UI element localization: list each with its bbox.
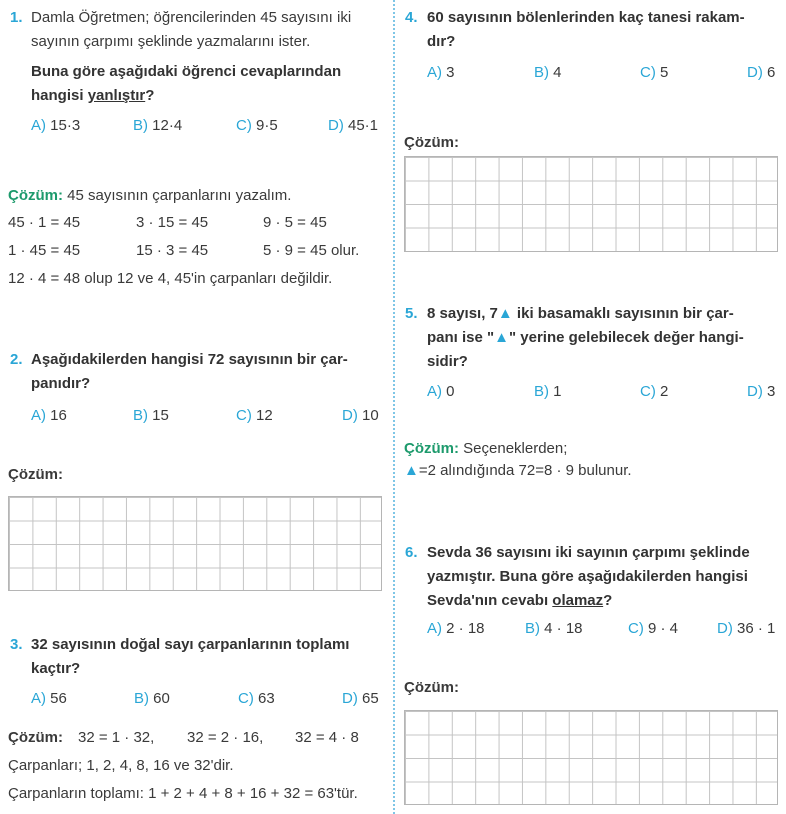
question-text-line: 32 sayısının doğal sayı çarpanlarının toplamı [31,636,350,653]
question-text-line: Aşağıdakilerden hangisi 72 sayısının bir çar- [31,351,348,368]
question-text-line: yazmıştır. Buna göre aşağıdakilerden hangisi [427,568,748,585]
option-text: 0 [446,383,455,400]
text-fragment: panı ise " [427,329,495,346]
option-letter: B) [133,407,148,424]
option-d[interactable] [328,117,378,134]
option-text: 2 · 18 [446,620,485,637]
option-text: 4 [553,64,562,81]
option-b[interactable] [534,383,562,400]
solution-label: Çözüm: [8,187,63,204]
answer-grid [8,496,382,591]
solution-line: 9 · 5 = 45 [263,214,327,231]
text-fragment: ? [603,592,613,609]
question-text-line [427,589,750,613]
question-2-text [31,348,348,396]
option-a[interactable] [427,620,485,637]
question-4-text [427,6,745,54]
option-c[interactable] [236,407,273,424]
option-text: 6 [767,64,776,81]
question-number: 5. [405,305,418,322]
solution-line: 3 · 15 = 45 [136,214,209,231]
option-letter: D) [342,407,358,424]
text-fragment: Sevda'nın cevabı [427,592,553,609]
option-a[interactable] [31,690,67,707]
option-letter: A) [31,407,46,424]
solution-conclusion: 12 · 4 = 48 olup 12 ve 4, 45'in çarpanları değildir. [8,270,333,287]
question-number: 4. [405,9,418,26]
solution-line: 32 = 4 · 8 [295,729,359,746]
option-text: 56 [50,690,67,707]
question-text-line: panıdır? [31,375,91,392]
solution-line: 32 = 1 · 32, [78,729,155,746]
option-text: 3 [767,383,776,400]
option-letter: A) [427,383,442,400]
option-letter: B) [534,64,549,81]
underlined-word: olamaz [552,592,604,609]
option-letter: C) [236,407,252,424]
option-letter: D) [747,383,763,400]
solution-label: Çözüm: [404,134,459,151]
solution-conclusion: Çarpanların toplamı: 1 + 2 + 4 + 8 + 16 + 32 = 63'tür. [8,785,358,802]
option-text: 15 [152,407,169,424]
option-text: 1 [553,383,562,400]
option-text: 4 · 18 [544,620,583,637]
answer-grid [404,710,778,805]
option-letter: B) [134,690,149,707]
option-letter: B) [534,383,549,400]
question-number: 6. [405,544,418,561]
option-c[interactable] [628,620,678,637]
solution-line: 15 · 3 = 45 [136,242,209,259]
question-text-line: sayının çarpımı şeklinde yazmalarını ister. [31,33,311,50]
question-number: 3. [10,636,23,653]
option-b[interactable] [525,620,583,637]
solution-1-intro [8,187,291,204]
solution-line: Çarpanları; 1, 2, 4, 8, 16 ve 32'dir. [8,757,234,774]
option-letter: B) [133,117,148,134]
option-letter: A) [427,64,442,81]
question-text-line [31,84,351,108]
option-text: 5 [660,64,669,81]
option-letter: A) [31,690,46,707]
underlined-word: yanlıştır [87,87,146,104]
option-c[interactable] [236,117,278,134]
solution-text: Seçeneklerden; [463,440,568,457]
triangle-icon: ▲ [494,329,509,346]
option-letter: D) [328,117,344,134]
solution-label: Çözüm: [8,466,63,483]
question-1 [10,6,23,30]
option-d[interactable] [747,383,775,400]
question-text-line: 60 sayısının bölenlerinden kaç tanesi rakam- [427,9,745,26]
solution-label: Çözüm: [8,729,63,746]
text-fragment: " yerine gelebilecek değer hangi- [509,329,744,346]
answer-grid [404,156,778,252]
option-d[interactable] [717,620,775,637]
question-text-line: Damla Öğretmen; öğrencilerinden 45 sayısını iki [31,9,352,26]
option-b[interactable] [133,407,169,424]
text-fragment: 8 sayısı, 7 [427,305,498,322]
option-text: 36 · 1 [737,620,776,637]
option-a[interactable] [427,64,455,81]
question-text-line: sidir? [427,353,468,370]
option-b[interactable] [133,117,182,134]
option-text: 65 [362,690,379,707]
solution-text: 45 sayısının çarpanlarını yazalım. [67,187,292,204]
question-1-text [31,6,351,108]
option-letter: A) [427,620,442,637]
option-letter: C) [628,620,644,637]
option-text: 2 [660,383,669,400]
option-letter: C) [236,117,252,134]
option-letter: C) [640,383,656,400]
question-text-line: kaçtır? [31,660,81,677]
question-6-text [427,541,750,613]
option-c[interactable] [640,383,668,400]
solution-line: 1 · 45 = 45 [8,242,81,259]
option-letter: B) [525,620,540,637]
option-text: 10 [362,407,379,424]
column-divider [393,0,395,814]
solution-line: 5 · 9 = 45 olur. [263,242,360,259]
solution-label: Çözüm: [404,440,459,457]
solution-text: =2 alındığında 72=8 · 9 bulunur. [418,462,632,479]
solution-label: Çözüm: [404,679,459,696]
option-letter: A) [31,117,46,134]
option-text: 9 · 4 [648,620,679,637]
question-text-line [427,302,744,326]
option-text: 15·3 [50,117,81,134]
question-text-line [427,326,744,350]
option-c[interactable] [640,64,668,81]
question-text-line: Buna göre aşağıdaki öğrenci cevaplarından [31,63,342,80]
option-a[interactable] [427,383,455,400]
option-a[interactable] [31,117,80,134]
solution-5-intro [404,440,567,457]
option-text: 16 [50,407,67,424]
option-c[interactable] [238,690,275,707]
option-b[interactable] [134,690,170,707]
option-letter: D) [747,64,763,81]
triangle-icon: ▲ [497,305,513,322]
option-b[interactable] [534,64,562,81]
option-letter: C) [238,690,254,707]
option-letter: D) [717,620,733,637]
option-a[interactable] [31,407,67,424]
option-d[interactable] [342,690,379,707]
option-text: 63 [258,690,275,707]
question-number: 2. [10,351,23,368]
option-text: 12·4 [152,117,183,134]
option-letter: C) [640,64,656,81]
option-letter: D) [342,690,358,707]
option-text: 12 [256,407,273,424]
text-fragment: ? [145,87,155,104]
option-text: 45·1 [348,117,379,134]
option-d[interactable] [747,64,775,81]
text-fragment: hangisi [31,87,88,104]
option-text: 3 [446,64,455,81]
question-3-text [31,633,349,681]
question-number: 1. [10,9,23,26]
question-5-text [427,302,744,374]
triangle-icon: ▲ [404,462,419,479]
option-text: 9·5 [256,117,278,134]
option-text: 60 [153,690,170,707]
question-text-line: dır? [427,33,456,50]
solution-line: 45 · 1 = 45 [8,214,81,231]
solution-line [404,462,632,479]
question-text-line: Sevda 36 sayısını iki sayının çarpımı şeklinde [427,544,750,561]
text-fragment: iki basamaklı sayısının bir çar- [512,305,734,322]
option-d[interactable] [342,407,379,424]
solution-line: 32 = 2 · 16, [187,729,264,746]
